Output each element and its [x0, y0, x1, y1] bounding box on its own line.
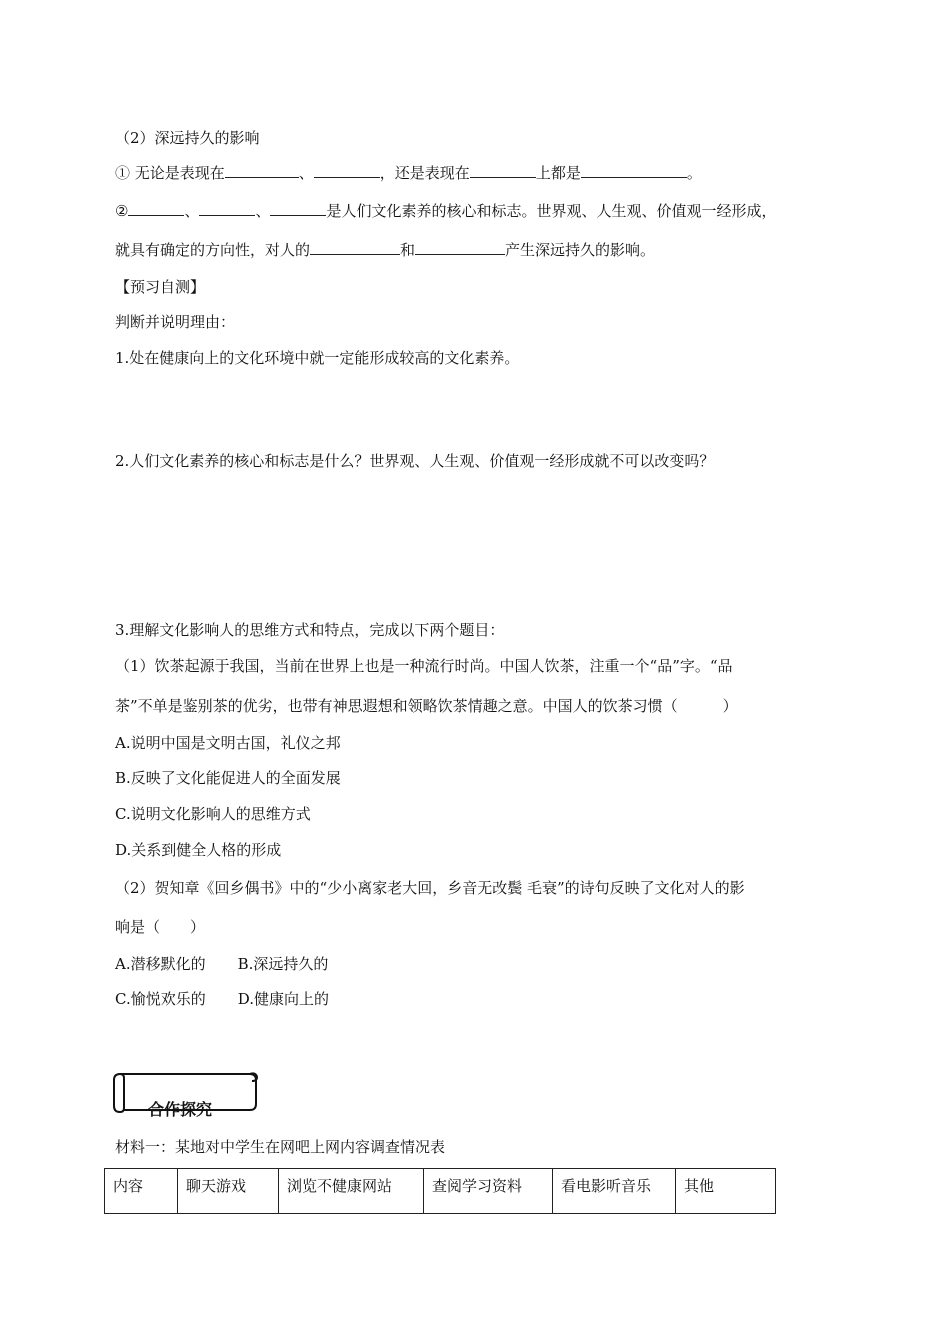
question-3-1-stem-cont: 茶”不单是鉴别茶的优劣，也带有神思遐想和领略饮茶情趣之意。中国人的饮茶习惯（ ） — [115, 697, 738, 715]
instruction-text: 判断并说明理由： — [115, 313, 236, 331]
section-heading: （2）深远持久的影响 — [115, 129, 260, 147]
option-row-ab — [115, 954, 328, 974]
question-2: 2.人们文化素养的核心和标志是什么？世界观、人生观、价值观一经形成就不可以改变吗？ — [115, 452, 715, 470]
option-a[interactable]: A.潜移默化的 — [115, 955, 206, 973]
answer-blank[interactable] — [310, 240, 400, 255]
material-caption: 材料一：某地对中学生在网吧上网内容调查情况表 — [115, 1138, 446, 1156]
answer-blank[interactable] — [470, 163, 536, 178]
question-3-1-stem: （1）饮茶起源于我国，当前在世界上也是一种流行时尚。中国人饮茶，注重一个“品”字。“品 — [115, 657, 733, 675]
option-d[interactable]: D.健康向上的 — [237, 990, 329, 1008]
table-header-cell: 聊天游戏 — [178, 1169, 279, 1214]
fill-in-line-3: 就具有确定的方向性，对人的 和 产生深远持久的影响。 — [115, 241, 656, 259]
question-3: 3.理解文化影响人的思维方式和特点，完成以下两个题目： — [115, 621, 505, 639]
answer-blank[interactable] — [128, 201, 184, 216]
answer-blank[interactable] — [225, 163, 299, 178]
fill-in-line-1: ① 无论是表现在 、 ，还是表现在 上都是 。 — [115, 164, 702, 182]
table-header-cell: 看电影听音乐 — [553, 1169, 676, 1214]
option-c[interactable]: C.愉悦欢乐的 — [115, 990, 206, 1008]
option-b[interactable]: B.反映了文化能促进人的全面发展 — [115, 769, 341, 787]
table-header-cell: 浏览不健康网站 — [279, 1169, 424, 1214]
answer-blank[interactable] — [314, 163, 380, 178]
option-row-cd — [115, 989, 329, 1009]
section-title: 合作探究 — [148, 1100, 213, 1119]
option-a[interactable]: A.说明中国是文明古国，礼仪之邦 — [115, 734, 341, 752]
table-header-cell: 其他 — [676, 1169, 776, 1214]
survey-table — [104, 1168, 776, 1214]
option-d[interactable]: D.关系到健全人格的形成 — [115, 841, 282, 859]
question-3-2-stem: （2）贺知章《回乡偶书》中的“少小离家老大回，乡音无改鬓 毛衰”的诗句反映了文化对人的影 — [115, 879, 745, 897]
question-1: 1.处在健康向上的文化环境中就一定能形成较高的文化素养。 — [115, 349, 520, 367]
table-header-cell: 查阅学习资料 — [424, 1169, 553, 1214]
answer-blank[interactable] — [270, 201, 326, 216]
option-c[interactable]: C.说明文化影响人的思维方式 — [115, 805, 311, 823]
fill-in-line-2: ② 、 、 是人们文化素养的核心和标志。世界观、人生观、价值观一经形成， — [115, 202, 777, 220]
preview-heading: 【预习自测】 — [115, 278, 206, 296]
answer-blank[interactable] — [581, 163, 687, 178]
question-3-2-stem-cont: 响是（ ） — [115, 918, 206, 936]
answer-blank[interactable] — [415, 240, 505, 255]
table-header-cell: 内容 — [105, 1169, 178, 1214]
table-row — [105, 1169, 776, 1214]
answer-blank[interactable] — [199, 201, 255, 216]
option-b[interactable]: B.深远持久的 — [237, 955, 329, 973]
